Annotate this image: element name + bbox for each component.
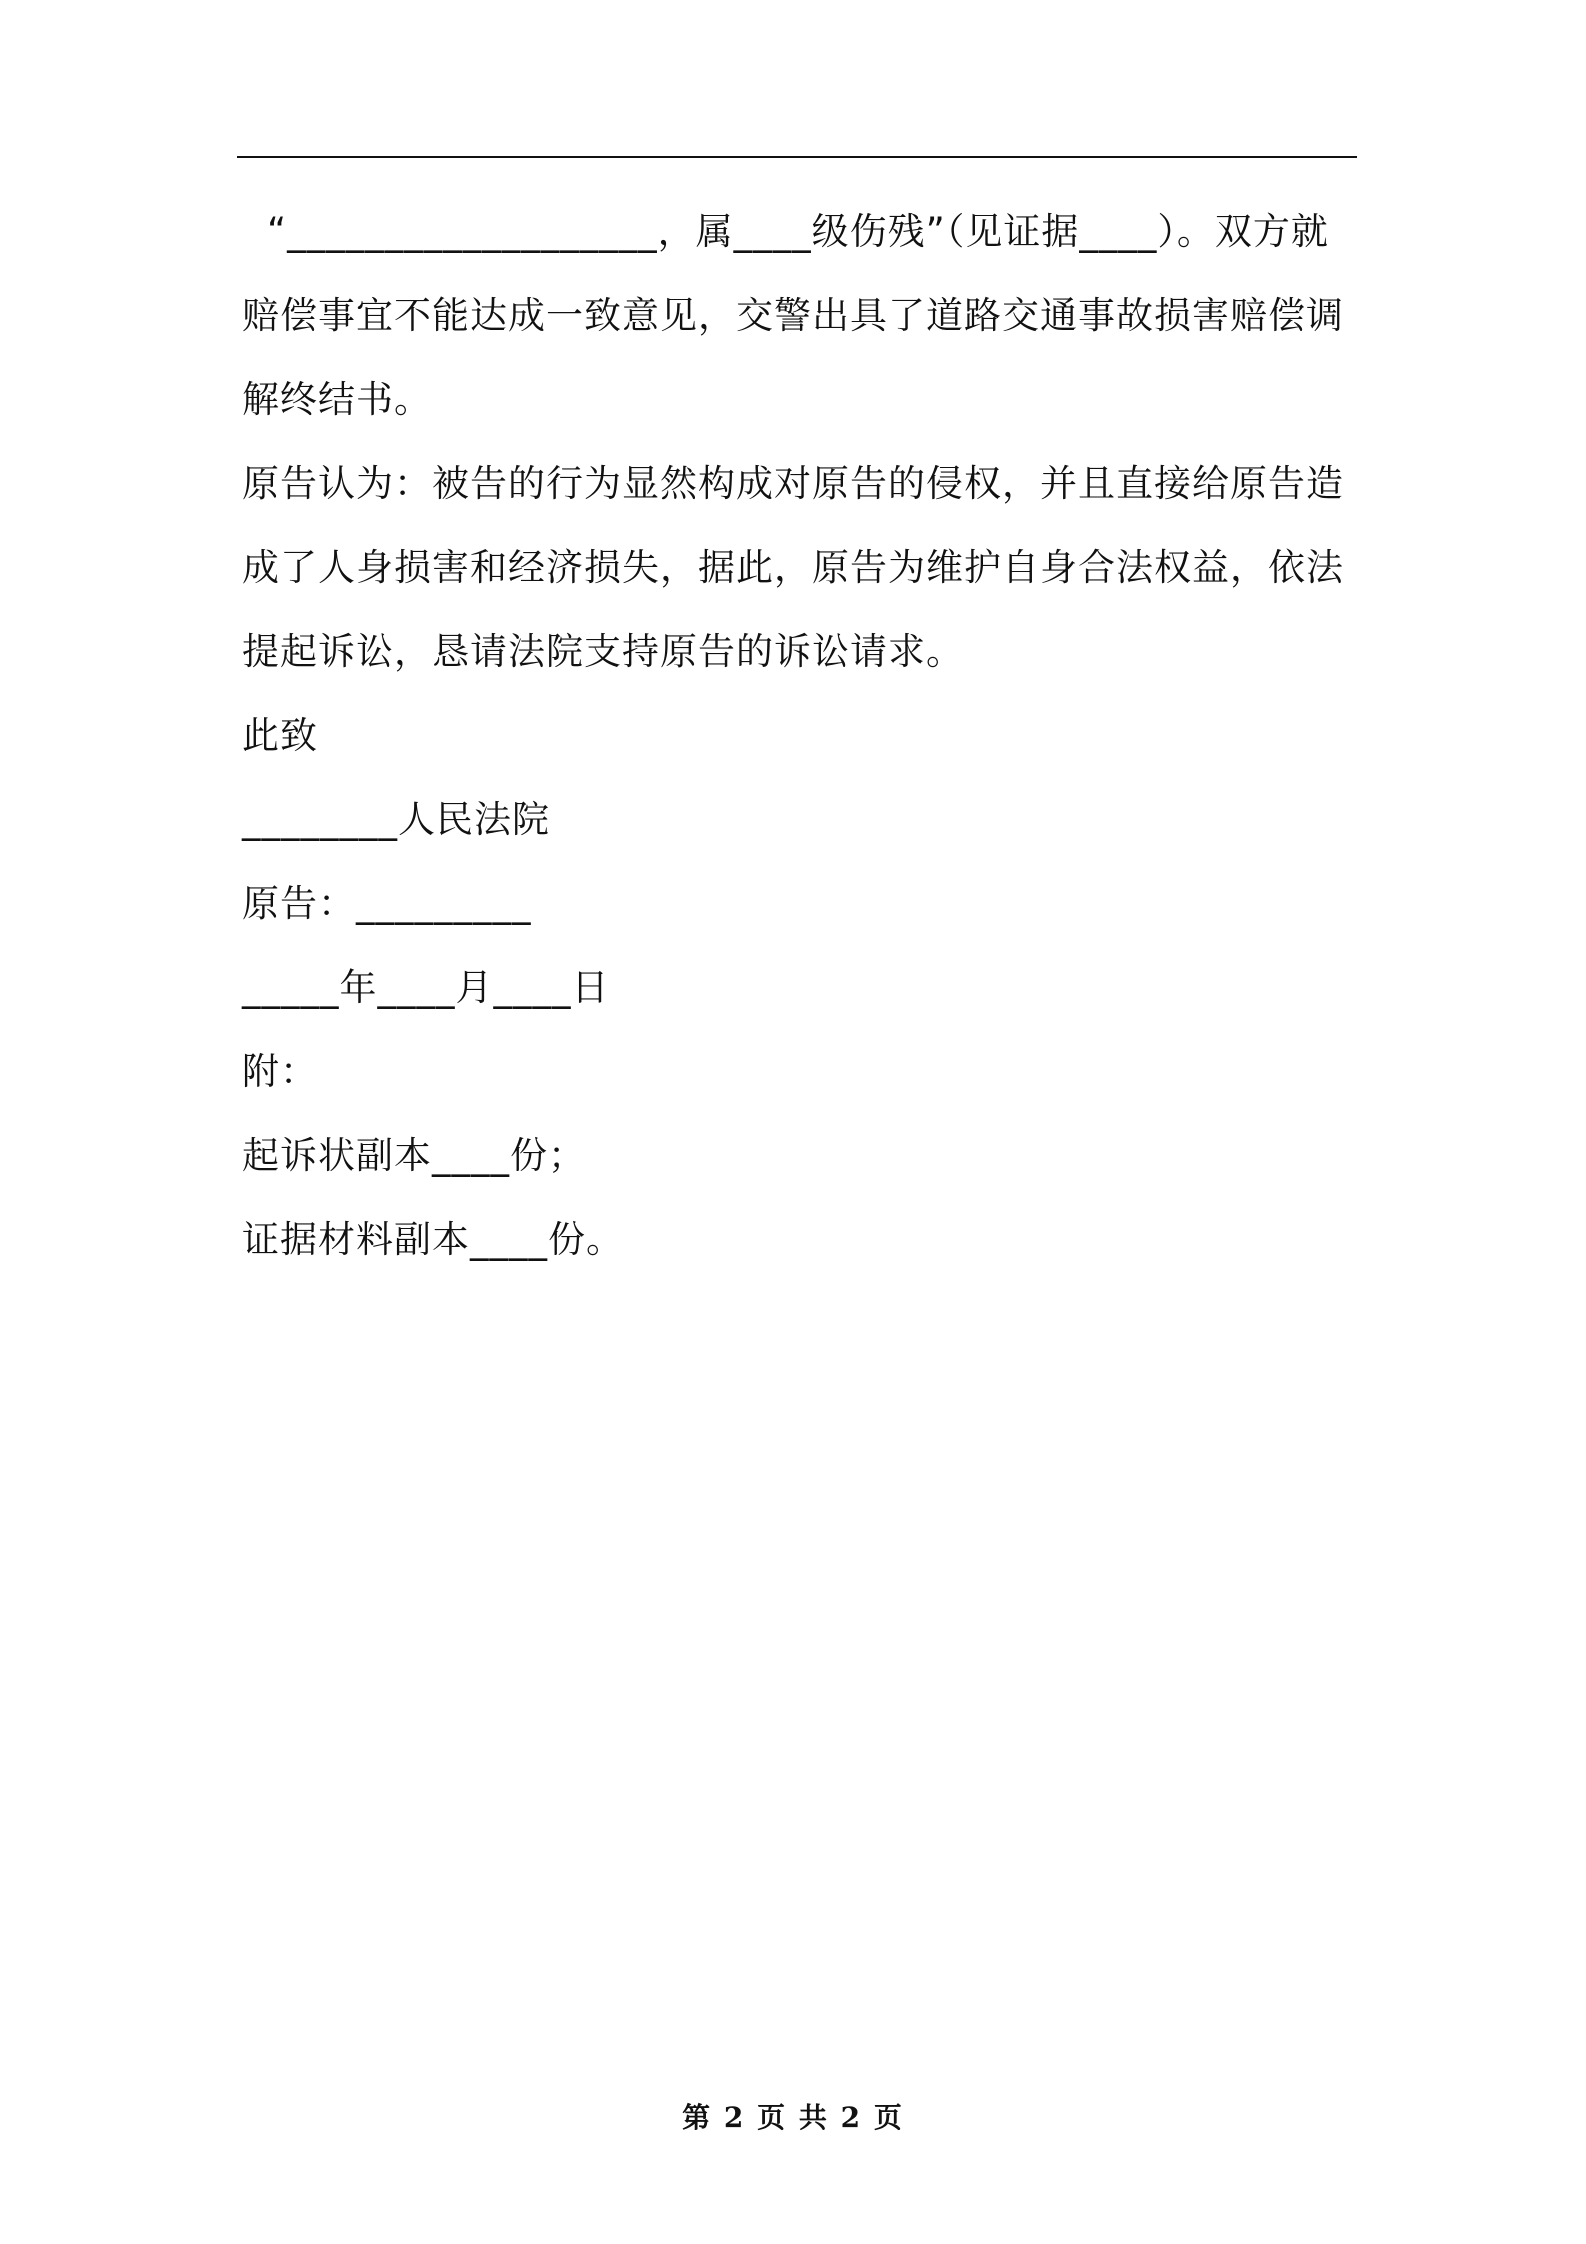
attachment-evidence-copies: 证据材料副本____份。 <box>242 1218 624 1261</box>
paragraph-plaintiff-claim: 原告认为：被告的行为显然构成对原告的侵权，并且直接给原告造成了人身损害和经济损失，据此，原告为维护自身合法权益，依法提起诉讼，恳请法院支持原告的诉讼请求。 <box>242 462 1344 673</box>
attachment-complaint-copies: 起诉状副本____份； <box>242 1134 586 1177</box>
closing-salutation: 此致 <box>242 714 318 757</box>
date-line: _____年____月____日 <box>242 966 610 1009</box>
plaintiff-signature-line: 原告：_________ <box>242 882 532 925</box>
attachment-heading: 附： <box>242 1050 318 1093</box>
document-body <box>242 190 1357 1282</box>
court-recipient-line: ________人民法院 <box>242 798 550 841</box>
paragraph-injury-mediation: “___________________，属____级伤残”（见证据____）。双方就赔偿事宜不能达成一致意见，交警出具了道路交通事故损害赔偿调解终结书。 <box>242 210 1344 421</box>
header-rule <box>237 156 1357 158</box>
page-number-footer: 第 2 页 共 2 页 <box>682 2101 904 2134</box>
